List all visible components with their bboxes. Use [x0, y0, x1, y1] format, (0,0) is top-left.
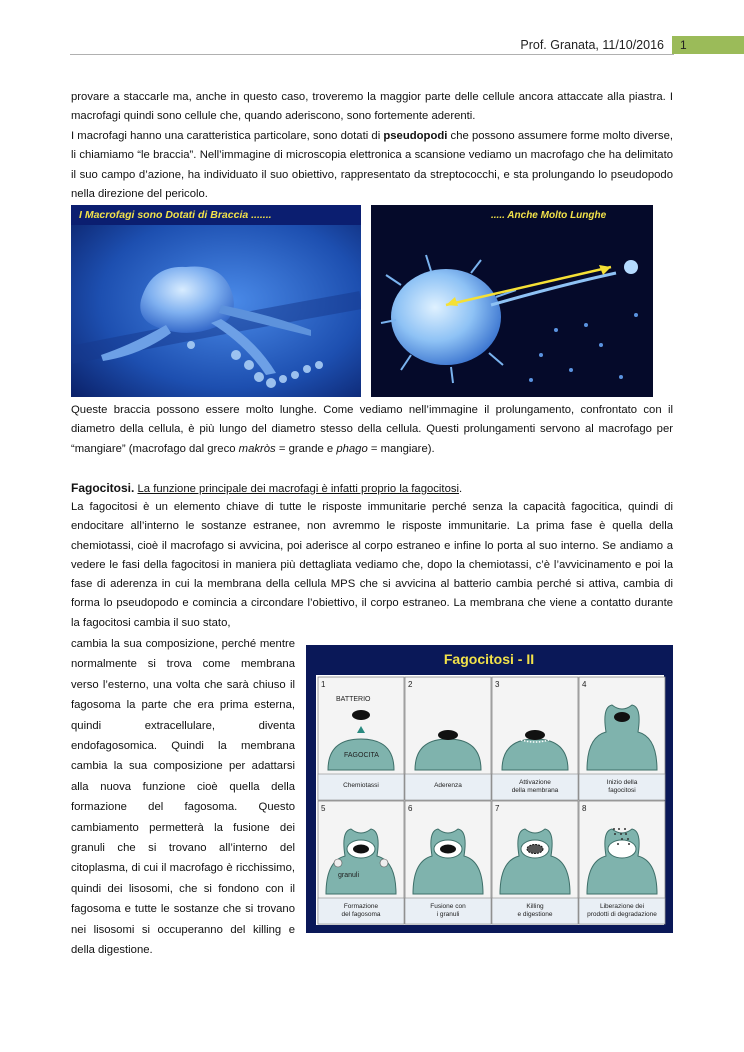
macrophage-micrograph-left [71, 205, 361, 397]
panel-caption: i granuli [436, 911, 460, 918]
section-heading-end: . [459, 483, 463, 495]
term-phago: phago [336, 442, 368, 455]
section-title: Fagocitosi. [71, 481, 135, 495]
phagosome-shape [608, 840, 636, 858]
diagram-title: Fagocitosi - II [443, 651, 535, 667]
label-granuli: granuli [338, 872, 360, 879]
phagocytosis-diagram [306, 645, 673, 933]
paragraph-3-text-c: = mangiare). [367, 442, 435, 455]
term-makros: makròs [238, 442, 276, 455]
panel-caption: prodotti di degradazione [587, 911, 657, 918]
panel-number: 7 [495, 804, 500, 813]
pseudopodi-term: pseudopodi [383, 130, 448, 142]
left-image-caption: I Macrofagi sono Dotati di Braccia ....... [79, 209, 272, 221]
panel-caption: Inizio della [606, 779, 638, 786]
paragraph-3-text-b: = grande e [275, 442, 337, 455]
section-heading [71, 479, 673, 499]
bacterium-shape [614, 712, 630, 722]
panel-caption: Liberazione dei [599, 903, 645, 910]
diagram-panel-3 [492, 677, 578, 800]
diagram-panel-2 [405, 677, 491, 800]
paragraph-2-text-a: I macrofagi hanno una caratteristica particolare, sono dotati di [71, 130, 384, 142]
panel-number: 2 [408, 680, 413, 689]
header-author-date: Prof. Granata, 11/10/2016 [520, 38, 664, 52]
panel-caption: Attivazione [519, 779, 551, 786]
panel-caption: del fagosoma [341, 911, 381, 918]
diagram-panel-7 [492, 801, 578, 924]
panel-caption: Fusione con [430, 903, 466, 910]
panel-caption: fagocitosi [608, 787, 636, 794]
digested-bacterium-shape [527, 845, 543, 854]
paragraph-3 [71, 401, 673, 459]
paragraph-2-text-b: che possono assumere forme molto diverse, li chiamiamo “le braccia”. Nell’immagine di microscopia elettronica a scansione vediamo un macrofago che ha delimitato il suo campo d’azione, ha individuato il suo obiettivo, rappresentato da streptococchi, e sta prolungando lo pseudopodo nella direzione del pericolo. [71, 130, 673, 200]
diagram-panel-5 [318, 801, 404, 924]
diagram-panel-6 [405, 801, 491, 924]
paragraph-3-text-a: Queste braccia possono essere molto lunghe. Come vediamo nell’immagine il prolungamento, confrontato con il diametro della cellula, è più lungo del diametro stesso della cellula. Questi prolungamenti servono al macrofago per “mangiare” (macrofago dal greco [71, 404, 673, 455]
diagram-panel-4 [579, 677, 665, 800]
bacterium-shape [438, 730, 458, 740]
label-batterio: BATTERIO [336, 696, 371, 703]
bacterium-shape [525, 730, 545, 740]
page-header [520, 35, 744, 55]
paragraph-5: cambia la sua composizione, perché mentre normalmente si trova come membrana verso l’esterno, una volta che sarà chiuso il fagosoma la parte che era prima esterna, quindi extracellulare, diventa endofagosomica. Quindi la membrana cambia la sua composizione per adattarsi alla nuova funzione cioè quella della formazione del fagosoma. Questo cambiamento permetterà la fusione dei granuli che si trovano all’interno del citoplasma, di cui il macrofago è ricchissimo, quindi dei lisosomi, che si fondono con il fagosoma e tutte le sostanze che si trovano nei lisosomi si occuperanno del killing e della digestione. [71, 638, 295, 957]
bacterium-shape [440, 845, 456, 854]
right-image-caption: ..... Anche Molto Lunghe [491, 210, 607, 221]
panel-number: 5 [321, 804, 326, 813]
panel-number: 8 [582, 804, 587, 813]
page-number: 1 [672, 36, 744, 54]
panel-caption: Chemiotassi [343, 782, 379, 789]
bacterium-shape [353, 845, 369, 854]
panel-caption: della membrana [511, 787, 559, 794]
paragraph-1: provare a staccarle ma, anche in questo caso, troveremo la maggior parte delle cellule ancora attaccate alla piastra. I macrofagi quindi sono cellule che, quando aderiscono, sono fortemente aderenti. [71, 91, 673, 123]
panel-caption: e digestione [517, 911, 553, 918]
macrophage-micrograph-right [371, 205, 653, 397]
paragraph-4: La fagocitosi è un elemento chiave di tutte le risposte immunitarie perché senza la capacità fagocitica, quindi di endocitare all’interno le sostanze estranee, non avremmo le risposte immunitarie. La prima fase è quella della chemiotassi, cioè il macrofago si avvicina, poi aderisce al corpo estraneo e infine lo porta al suo interno. Se andiamo a vedere le fasi della fagocitosi in maniera più dettagliata vediamo che, dopo la chemiotassi, c’è l’avvicinamento e poi la fase di aderenza in cui la membrana della cellula MPS che si avvicina al batterio cambia perché si attiva, cambia di forma lo pseudopodo e comincia a circondare l’obiettivo, il corpo estraneo. La membrana che viene a contatto durante la fagocitosi cambia il suo stato, [71, 501, 673, 629]
diagram-panel-8 [579, 801, 665, 924]
label-fagocita: FAGOCITA [344, 752, 379, 759]
header-divider [70, 54, 674, 55]
panel-number: 1 [321, 680, 326, 689]
section-subtitle: La funzione principale dei macrofagi è infatti proprio la fagocitosi [137, 483, 460, 495]
bacterium-shape [352, 710, 370, 720]
panel-caption: Aderenza [434, 782, 462, 789]
panel-caption: Killing [526, 903, 544, 910]
panel-number: 3 [495, 680, 500, 689]
panel-number: 6 [408, 804, 413, 813]
panel-caption: Formazione [343, 903, 379, 910]
diagram-panel-1 [318, 677, 404, 800]
panel-number: 4 [582, 680, 587, 689]
paragraph-2 [71, 127, 673, 204]
